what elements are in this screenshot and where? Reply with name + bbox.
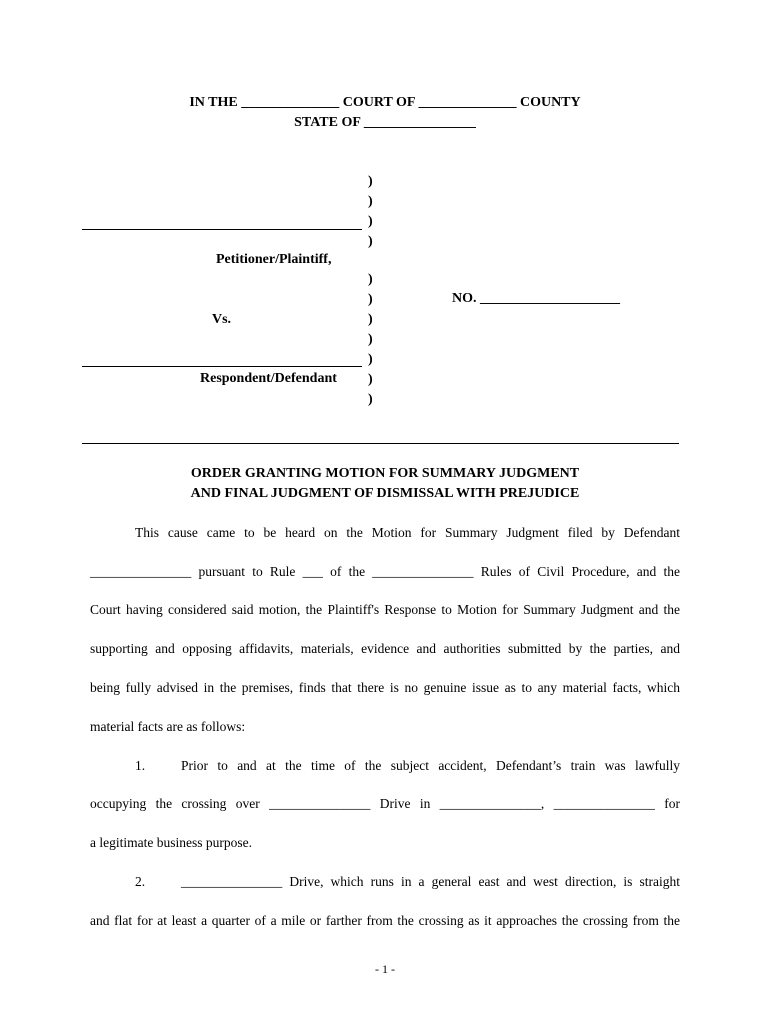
- item-1-line: occupying the crossing over _______________ Drive in _______________, _______________ for: [90, 796, 680, 811]
- caption-paren: ): [368, 194, 373, 209]
- respondent-label: Respondent/Defendant: [200, 371, 337, 386]
- caption-separator: [82, 443, 679, 444]
- intro-line: This cause came to be heard on the Motion for Summary Judgment filed by Defendant: [135, 525, 680, 540]
- caption-paren: ): [368, 272, 373, 287]
- item-2-number: 2.: [135, 874, 146, 889]
- caption-paren: ): [368, 234, 373, 249]
- caption-paren: ): [368, 174, 373, 189]
- item-2-line: and flat for at least a quarter of a mile or farther from the crossing as it approaches the crossing from the: [90, 913, 680, 928]
- state-caption-line: STATE OF ________________: [294, 115, 476, 130]
- caption-paren: ): [368, 332, 373, 347]
- petitioner-name-line: [82, 229, 362, 230]
- case-number-label: NO. ____________________: [452, 291, 620, 306]
- caption-paren: ): [368, 392, 373, 407]
- intro-line: _______________ pursuant to Rule ___ of the _______________ Rules of Civil Procedure, and the: [90, 564, 680, 579]
- versus-label: Vs.: [212, 312, 232, 327]
- item-2-line: _______________ Drive, which runs in a general east and west direction, is straight: [181, 874, 680, 889]
- page-number: - 1 -: [375, 962, 395, 976]
- intro-line: supporting and opposing affidavits, materials, evidence and authorities submitted by the parties, and: [90, 641, 680, 656]
- petitioner-label: Petitioner/Plaintiff,: [216, 252, 332, 267]
- item-1-line: Prior to and at the time of the subject accident, Defendant’s train was lawfully: [181, 758, 680, 773]
- caption-paren: ): [368, 352, 373, 367]
- caption-paren: ): [368, 372, 373, 387]
- intro-line: material facts are as follows:: [90, 719, 246, 734]
- respondent-name-line: [82, 366, 362, 367]
- caption-paren: ): [368, 312, 373, 327]
- caption-paren: ): [368, 292, 373, 307]
- caption-paren: ): [368, 214, 373, 229]
- item-1-line: a legitimate business purpose.: [90, 835, 252, 850]
- intro-line: Court having considered said motion, the Plaintiff's Response to Motion for Summary Judgment and the: [90, 602, 680, 617]
- order-title-line1: ORDER GRANTING MOTION FOR SUMMARY JUDGMENT: [190, 466, 580, 481]
- intro-line: being fully advised in the premises, finds that there is no genuine issue as to any material facts, which: [90, 680, 680, 695]
- order-title-line2: AND FINAL JUDGMENT OF DISMISSAL WITH PREJUDICE: [190, 486, 580, 501]
- item-1-number: 1.: [135, 758, 146, 773]
- court-caption-line: IN THE ______________ COURT OF ______________ COUNTY: [189, 95, 581, 110]
